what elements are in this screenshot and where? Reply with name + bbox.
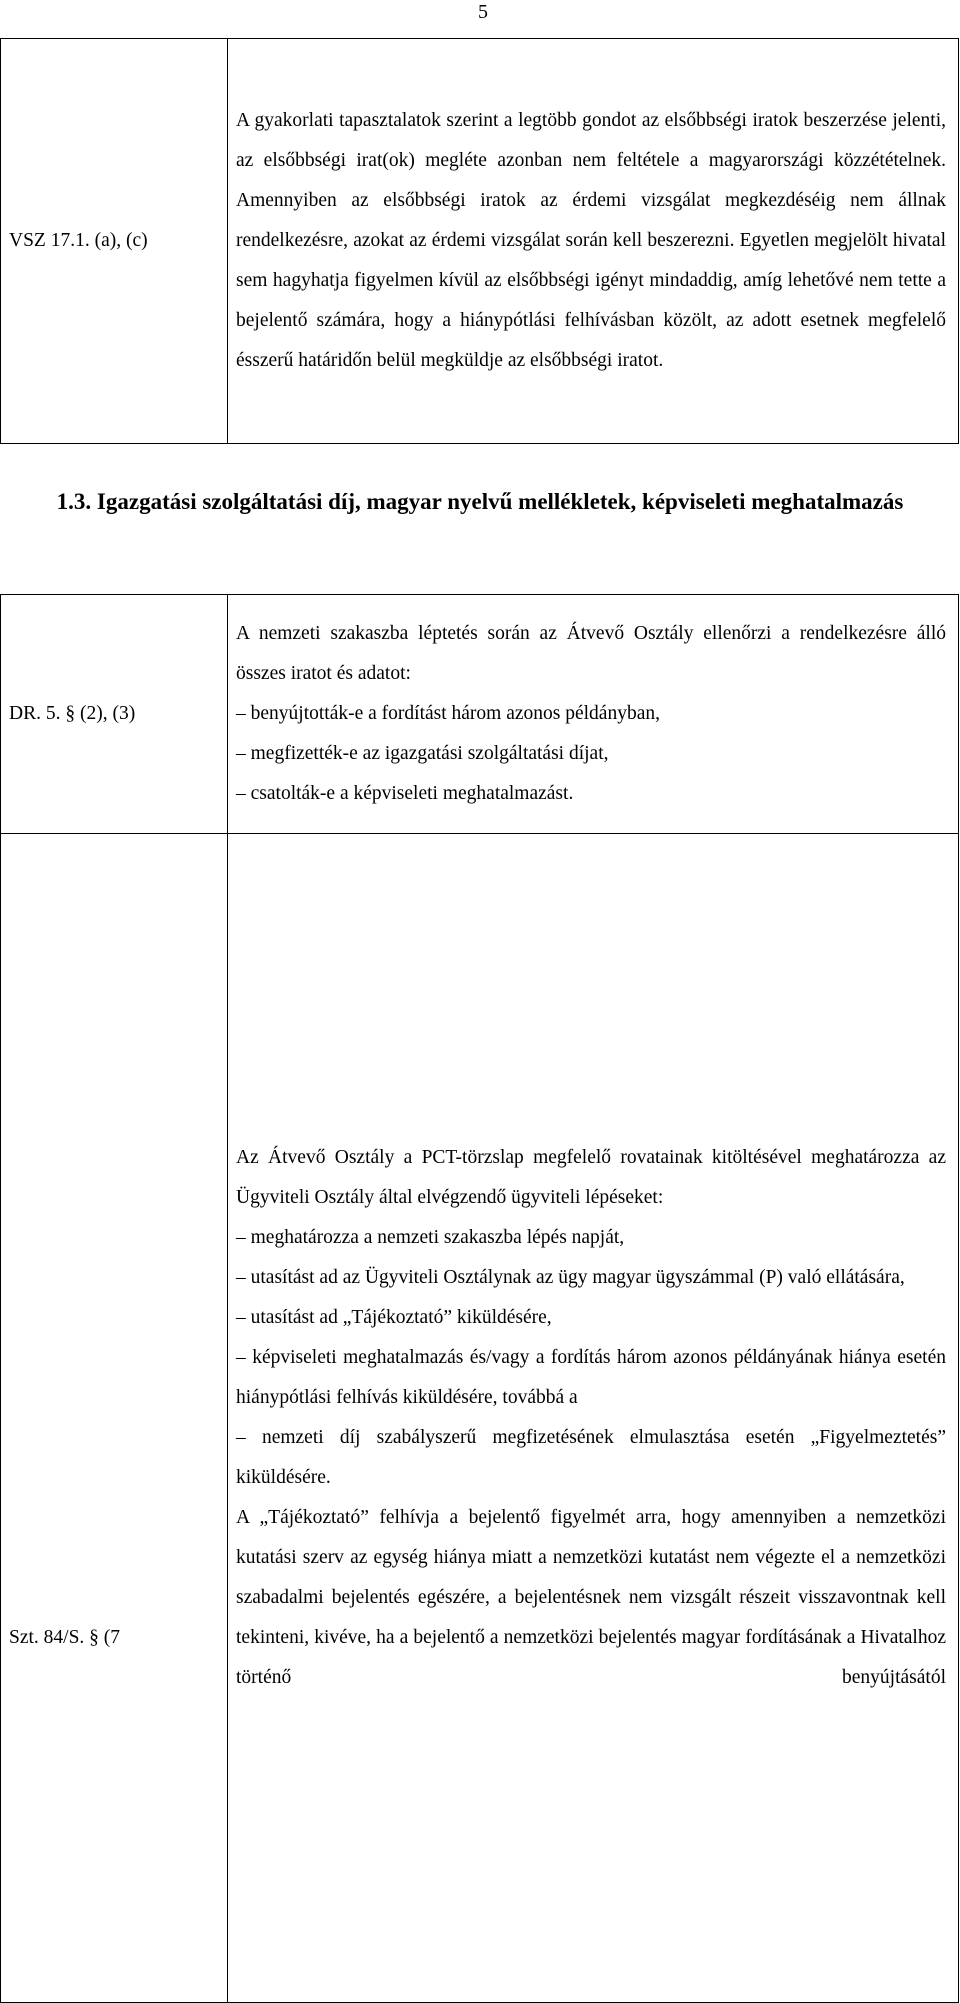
- section-heading: 1.3. Igazgatási szolgáltatási díj, magyar nyelvű mellékletek, képviseleti meghatalmazás: [56, 489, 904, 514]
- list-item: – képviseleti meghatalmazás és/vagy a fordítás három azonos példányának hiánya esetén hiánypótlási felhívás kiküldésére, továbbá a: [236, 1347, 946, 1408]
- section-table-fees: [0, 594, 959, 2003]
- list-item: – meghatározza a nemzeti szakaszba lépés napját,: [236, 1227, 625, 1248]
- list-item: – megfizették-e az igazgatási szolgáltatási díjat,: [236, 743, 609, 764]
- list-item: – benyújtották-e a fordítást három azonos példányban,: [236, 703, 660, 724]
- paragraph-text: A nemzeti szakaszba léptetés során az Átvevő Osztály ellenőrzi a rendelkezésre álló összes iratot és adatot:: [236, 623, 946, 684]
- list-item: – nemzeti díj szabályszerű megfizetésének elmulasztása esetén „Figyelmeztetés” kiküldésére.: [236, 1427, 946, 1488]
- paragraph-text: A gyakorlati tapasztalatok szerint a legtöbb gondot az elsőbbségi iratok beszerzése jelenti, az elsőbbségi irat(ok) megléte azonban nem feltétele a magyarországi közzétételnek. Amennyiben az elsőbbségi iratok az érdemi vizsgálat megkezdéséig nem állnak rendelkezésre, azokat az érdemi vizsgálat során kell beszerezni. Egyetlen megjelölt hivatal sem hagyhatja figyelmen kívül az elsőbbségi igényt mindaddig, amíg lehetővé nem tette a bejelentő számára, hogy a hiánypótlási felhívásban közölt, az adott esetnek megfelelő ésszerű határidőn belül megküldje az elsőbbségi iratot.: [236, 110, 946, 371]
- table-row: [1, 39, 959, 444]
- page-number: 5: [478, 1, 488, 23]
- list-item: – utasítást ad „Tájékoztató” kiküldésére,: [236, 1307, 552, 1328]
- legal-reference: VSZ 17.1. (a), (c): [1, 39, 228, 444]
- list-item: – csatolták-e a képviseleti meghatalmazást.: [236, 783, 574, 804]
- legal-reference: DR. 5. § (2), (3): [1, 595, 228, 834]
- table-row: [1, 595, 959, 834]
- body-paragraph: [228, 39, 959, 444]
- body-paragraph: [228, 834, 959, 2003]
- body-paragraph: [228, 595, 959, 834]
- paragraph-text: A „Tájékoztató” felhívja a bejelentő figyelmét arra, hogy amennyiben a nemzetközi kutatási szerv az egység hiánya miatt a nemzetközi kutatást nem végezte el a nemzetközi szabadalmi bejelentés egészére, a bejelentésnek nem vizsgált részeit visszavontnak kell tekinteni, kivéve, ha a bejelentő a nemzetközi bejelentés magyar fordításának a Hivatalhoz történő benyújtásától: [236, 1507, 946, 1688]
- legal-reference: Szt. 84/S. § (7: [1, 834, 228, 2003]
- table-row: [1, 834, 959, 2003]
- section-table-priority: [0, 38, 959, 444]
- list-item: – utasítást ad az Ügyviteli Osztálynak az ügy magyar ügyszámmal (P) való ellátására,: [236, 1267, 905, 1288]
- paragraph-text: Az Átvevő Osztály a PCT-törzslap megfelelő rovatainak kitöltésével meghatározza az Ügyviteli Osztály által elvégzendő ügyviteli lépéseket:: [236, 1147, 946, 1208]
